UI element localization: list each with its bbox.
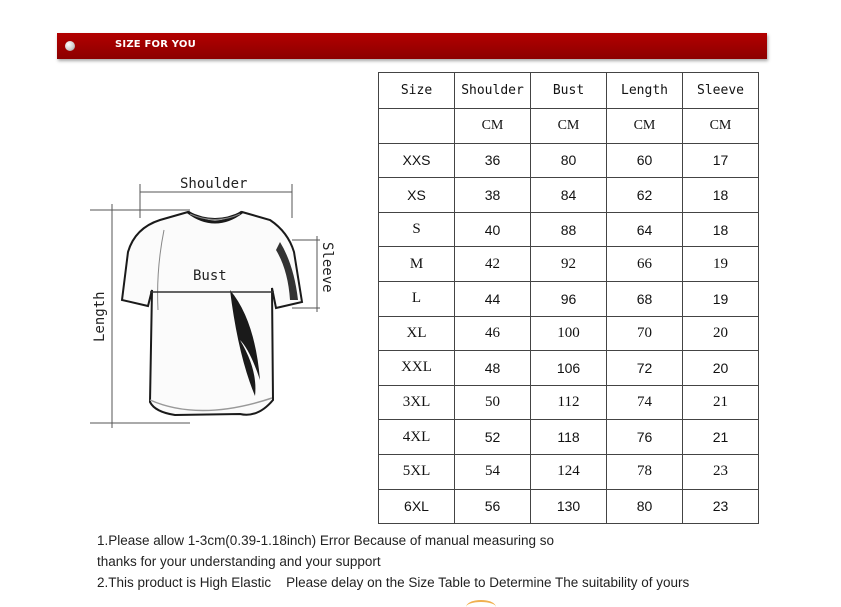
notes (97, 530, 797, 593)
table-cell: 18 (683, 178, 759, 213)
table-cell: 52 (455, 420, 531, 455)
shirt-body (122, 212, 302, 415)
table-cell: XL (379, 316, 455, 351)
table-cell: 56 (455, 489, 531, 524)
table-cell: 42 (455, 247, 531, 282)
decorative-mark (466, 600, 496, 607)
table-cell: XXS (379, 143, 455, 178)
table-cell: 21 (683, 420, 759, 455)
table-cell: 20 (683, 316, 759, 351)
column-header: Size (379, 73, 455, 109)
length-label: Length (92, 291, 108, 342)
table-cell: 64 (607, 212, 683, 247)
table-row (379, 316, 759, 351)
table-cell: 48 (455, 351, 531, 386)
table-cell: 112 (531, 385, 607, 420)
table-cell: 66 (607, 247, 683, 282)
table-cell: 118 (531, 420, 607, 455)
table-cell: 62 (607, 178, 683, 213)
table-cell: 96 (531, 281, 607, 316)
table-cell: 50 (455, 385, 531, 420)
note-line-3: 2.This product is High Elastic Please delay on the Size Table to Determine The suitability of yours (97, 575, 690, 590)
table-cell: 80 (531, 143, 607, 178)
table-cell: 5XL (379, 454, 455, 489)
table-cell: 60 (607, 143, 683, 178)
table-cell: M (379, 247, 455, 282)
table-cell: XXL (379, 351, 455, 386)
table-cell: 92 (531, 247, 607, 282)
table-cell: 54 (455, 454, 531, 489)
shoulder-label: Shoulder (180, 176, 248, 192)
sleeve-label: Sleeve (319, 242, 335, 293)
table-cell: 4XL (379, 420, 455, 455)
table-cell: 68 (607, 281, 683, 316)
table-cell: 84 (531, 178, 607, 213)
table-cell: 3XL (379, 385, 455, 420)
table-cell: 76 (607, 420, 683, 455)
table-cell: 19 (683, 247, 759, 282)
header-row (379, 73, 759, 109)
table-cell: 106 (531, 351, 607, 386)
table-cell: XS (379, 178, 455, 213)
table-cell: 130 (531, 489, 607, 524)
tshirt-diagram (80, 170, 350, 440)
column-header: Shoulder (455, 73, 531, 109)
table-cell: 17 (683, 143, 759, 178)
table-row (379, 178, 759, 213)
bust-label: Bust (193, 268, 227, 284)
bullet-icon (65, 41, 75, 51)
table-row (379, 420, 759, 455)
table-row (379, 385, 759, 420)
table-row (379, 454, 759, 489)
table-cell: 21 (683, 385, 759, 420)
unit-row (379, 109, 759, 144)
column-header: Bust (531, 73, 607, 109)
table-cell: 124 (531, 454, 607, 489)
banner-title: SIZE FOR YOU (115, 39, 196, 50)
unit-cell: CM (683, 109, 759, 144)
table-cell: 6XL (379, 489, 455, 524)
table-cell: 78 (607, 454, 683, 489)
table-cell: 23 (683, 489, 759, 524)
table-cell: 46 (455, 316, 531, 351)
table-cell: 40 (455, 212, 531, 247)
table-cell: S (379, 212, 455, 247)
table-row (379, 489, 759, 524)
table-cell: 19 (683, 281, 759, 316)
table-cell: 100 (531, 316, 607, 351)
table-cell: 38 (455, 178, 531, 213)
table-cell: 36 (455, 143, 531, 178)
table-cell: 88 (531, 212, 607, 247)
table-cell: 72 (607, 351, 683, 386)
table-cell: 70 (607, 316, 683, 351)
table-row (379, 351, 759, 386)
size-banner (57, 33, 767, 59)
unit-cell: CM (607, 109, 683, 144)
note-line-2: thanks for your understanding and your support (97, 554, 381, 569)
table-cell: 18 (683, 212, 759, 247)
column-header: Length (607, 73, 683, 109)
table-cell: 44 (455, 281, 531, 316)
table-row (379, 143, 759, 178)
table-cell: 80 (607, 489, 683, 524)
unit-cell: CM (455, 109, 531, 144)
table-cell: 74 (607, 385, 683, 420)
table-cell: 20 (683, 351, 759, 386)
table-cell: L (379, 281, 455, 316)
table-row (379, 247, 759, 282)
table-cell: 23 (683, 454, 759, 489)
unit-cell (379, 109, 455, 144)
table-row (379, 212, 759, 247)
table-row (379, 281, 759, 316)
column-header: Sleeve (683, 73, 759, 109)
size-table (378, 72, 759, 524)
unit-cell: CM (531, 109, 607, 144)
note-line-1: 1.Please allow 1-3cm(0.39-1.18inch) Error Because of manual measuring so (97, 533, 554, 548)
